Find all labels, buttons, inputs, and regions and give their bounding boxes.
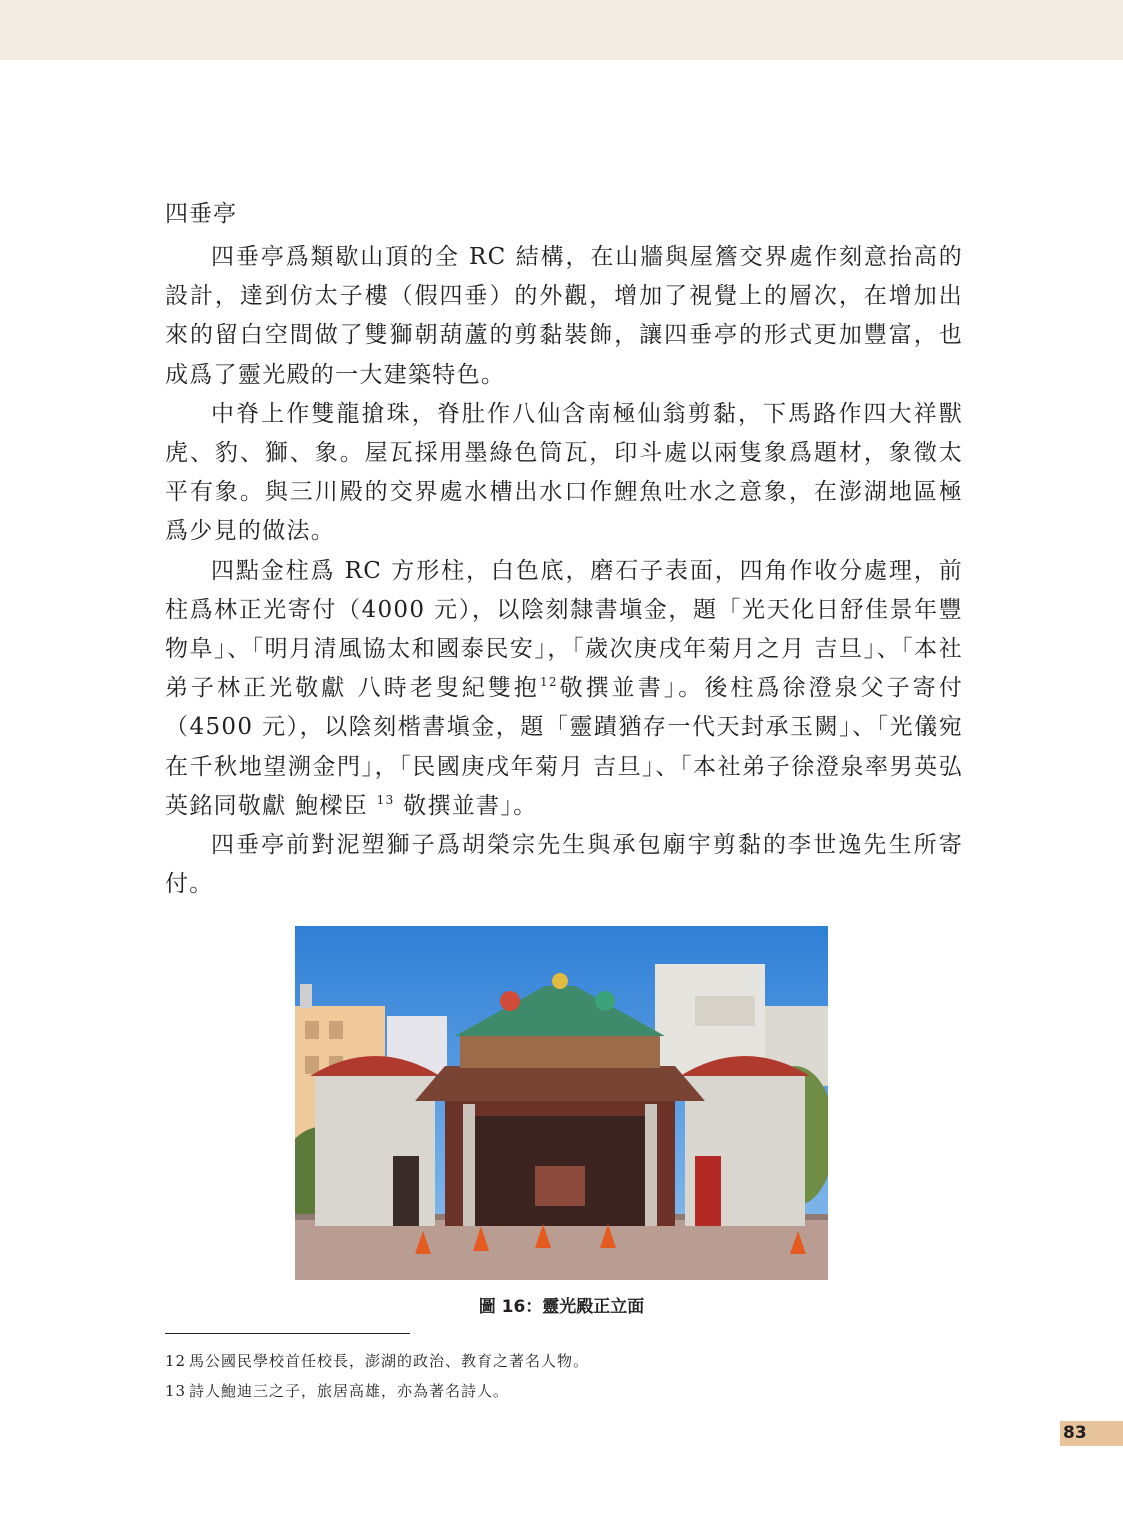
paragraph-3-part-3: 敬撰並書」。 [403, 792, 538, 819]
footnote-ref-12[interactable]: 12 [539, 675, 558, 690]
footnote-text: 詩人鮑迪三之子，旅居高雄，亦為著名詩人。 [189, 1382, 510, 1400]
temple-facade-photo [295, 926, 828, 1280]
footnote-text: 馬公國民學校首任校長，澎湖的政治、教育之著名人物。 [189, 1352, 590, 1370]
paragraph-3-part-1: 四點金柱爲 RC 方形柱，白色底，磨石子表面，四角作收分處理，前柱爲林正光寄付（4000 元），以陰刻隸書塡金，題「光天化日舒佳景年豐物阜」、「明月清風協太和國泰民安」，「歲次庚戌年菊月之月 吉旦」、「本社弟子林正光敬獻 八時老叟紀雙抱 [165, 557, 963, 702]
section-heading: 四垂亭 [165, 201, 237, 227]
paragraph-4: 四垂亭前對泥塑獅子爲胡榮宗先生與承包廟宇剪黏的李世逸先生所寄付。 [165, 832, 963, 898]
figure-caption: 圖 16：靈光殿正立面 [478, 1297, 645, 1317]
footnotes [165, 1346, 955, 1406]
body-text [165, 238, 963, 904]
footnote-number: 13 [165, 1382, 187, 1400]
page-number: 83 [1063, 1423, 1087, 1443]
page-number-tab [1060, 1421, 1123, 1446]
footnote-number: 12 [165, 1352, 187, 1370]
paragraph-3-part-2: 敬撰並書」。後柱爲徐澄泉父子寄付（4500 元），以陰刻楷書塡金，題「靈蹟猶存一代天封承玉闕」、「光儀宛在千秋地望溯金門」，「民國庚戌年菊月 吉旦」、「本社弟子徐澄泉率男英弘英銘同敬獻 鮑樑臣 [165, 675, 963, 819]
footnote-ref-13[interactable]: 13 [376, 792, 395, 807]
footnote-13 [165, 1376, 955, 1406]
header-band [0, 0, 1123, 60]
footnote-12 [165, 1346, 955, 1376]
footnote-divider [165, 1333, 410, 1334]
paragraph-2: 中脊上作雙龍搶珠，脊肚作八仙含南極仙翁剪黏，下馬路作四大祥獸虎、豹、獅、象。屋瓦採用墨綠色筒瓦，印斗處以兩隻象爲題材，象徵太平有象。與三川殿的交界處水槽出水口作鯉魚吐水之意象，在澎湖地區極爲少見的做法。 [165, 400, 963, 545]
paragraph-3 [165, 552, 963, 826]
paragraph-1: 四垂亭爲類歇山頂的全 RC 結構，在山牆與屋簷交界處作刻意抬高的設計，達到仿太子樓（假四垂）的外觀，增加了視覺上的層次，在增加出來的留白空間做了雙獅朝葫蘆的剪黏裝飾，讓四垂亭的形式更加豐富，也成爲了靈光殿的一大建築特色。 [165, 244, 963, 388]
